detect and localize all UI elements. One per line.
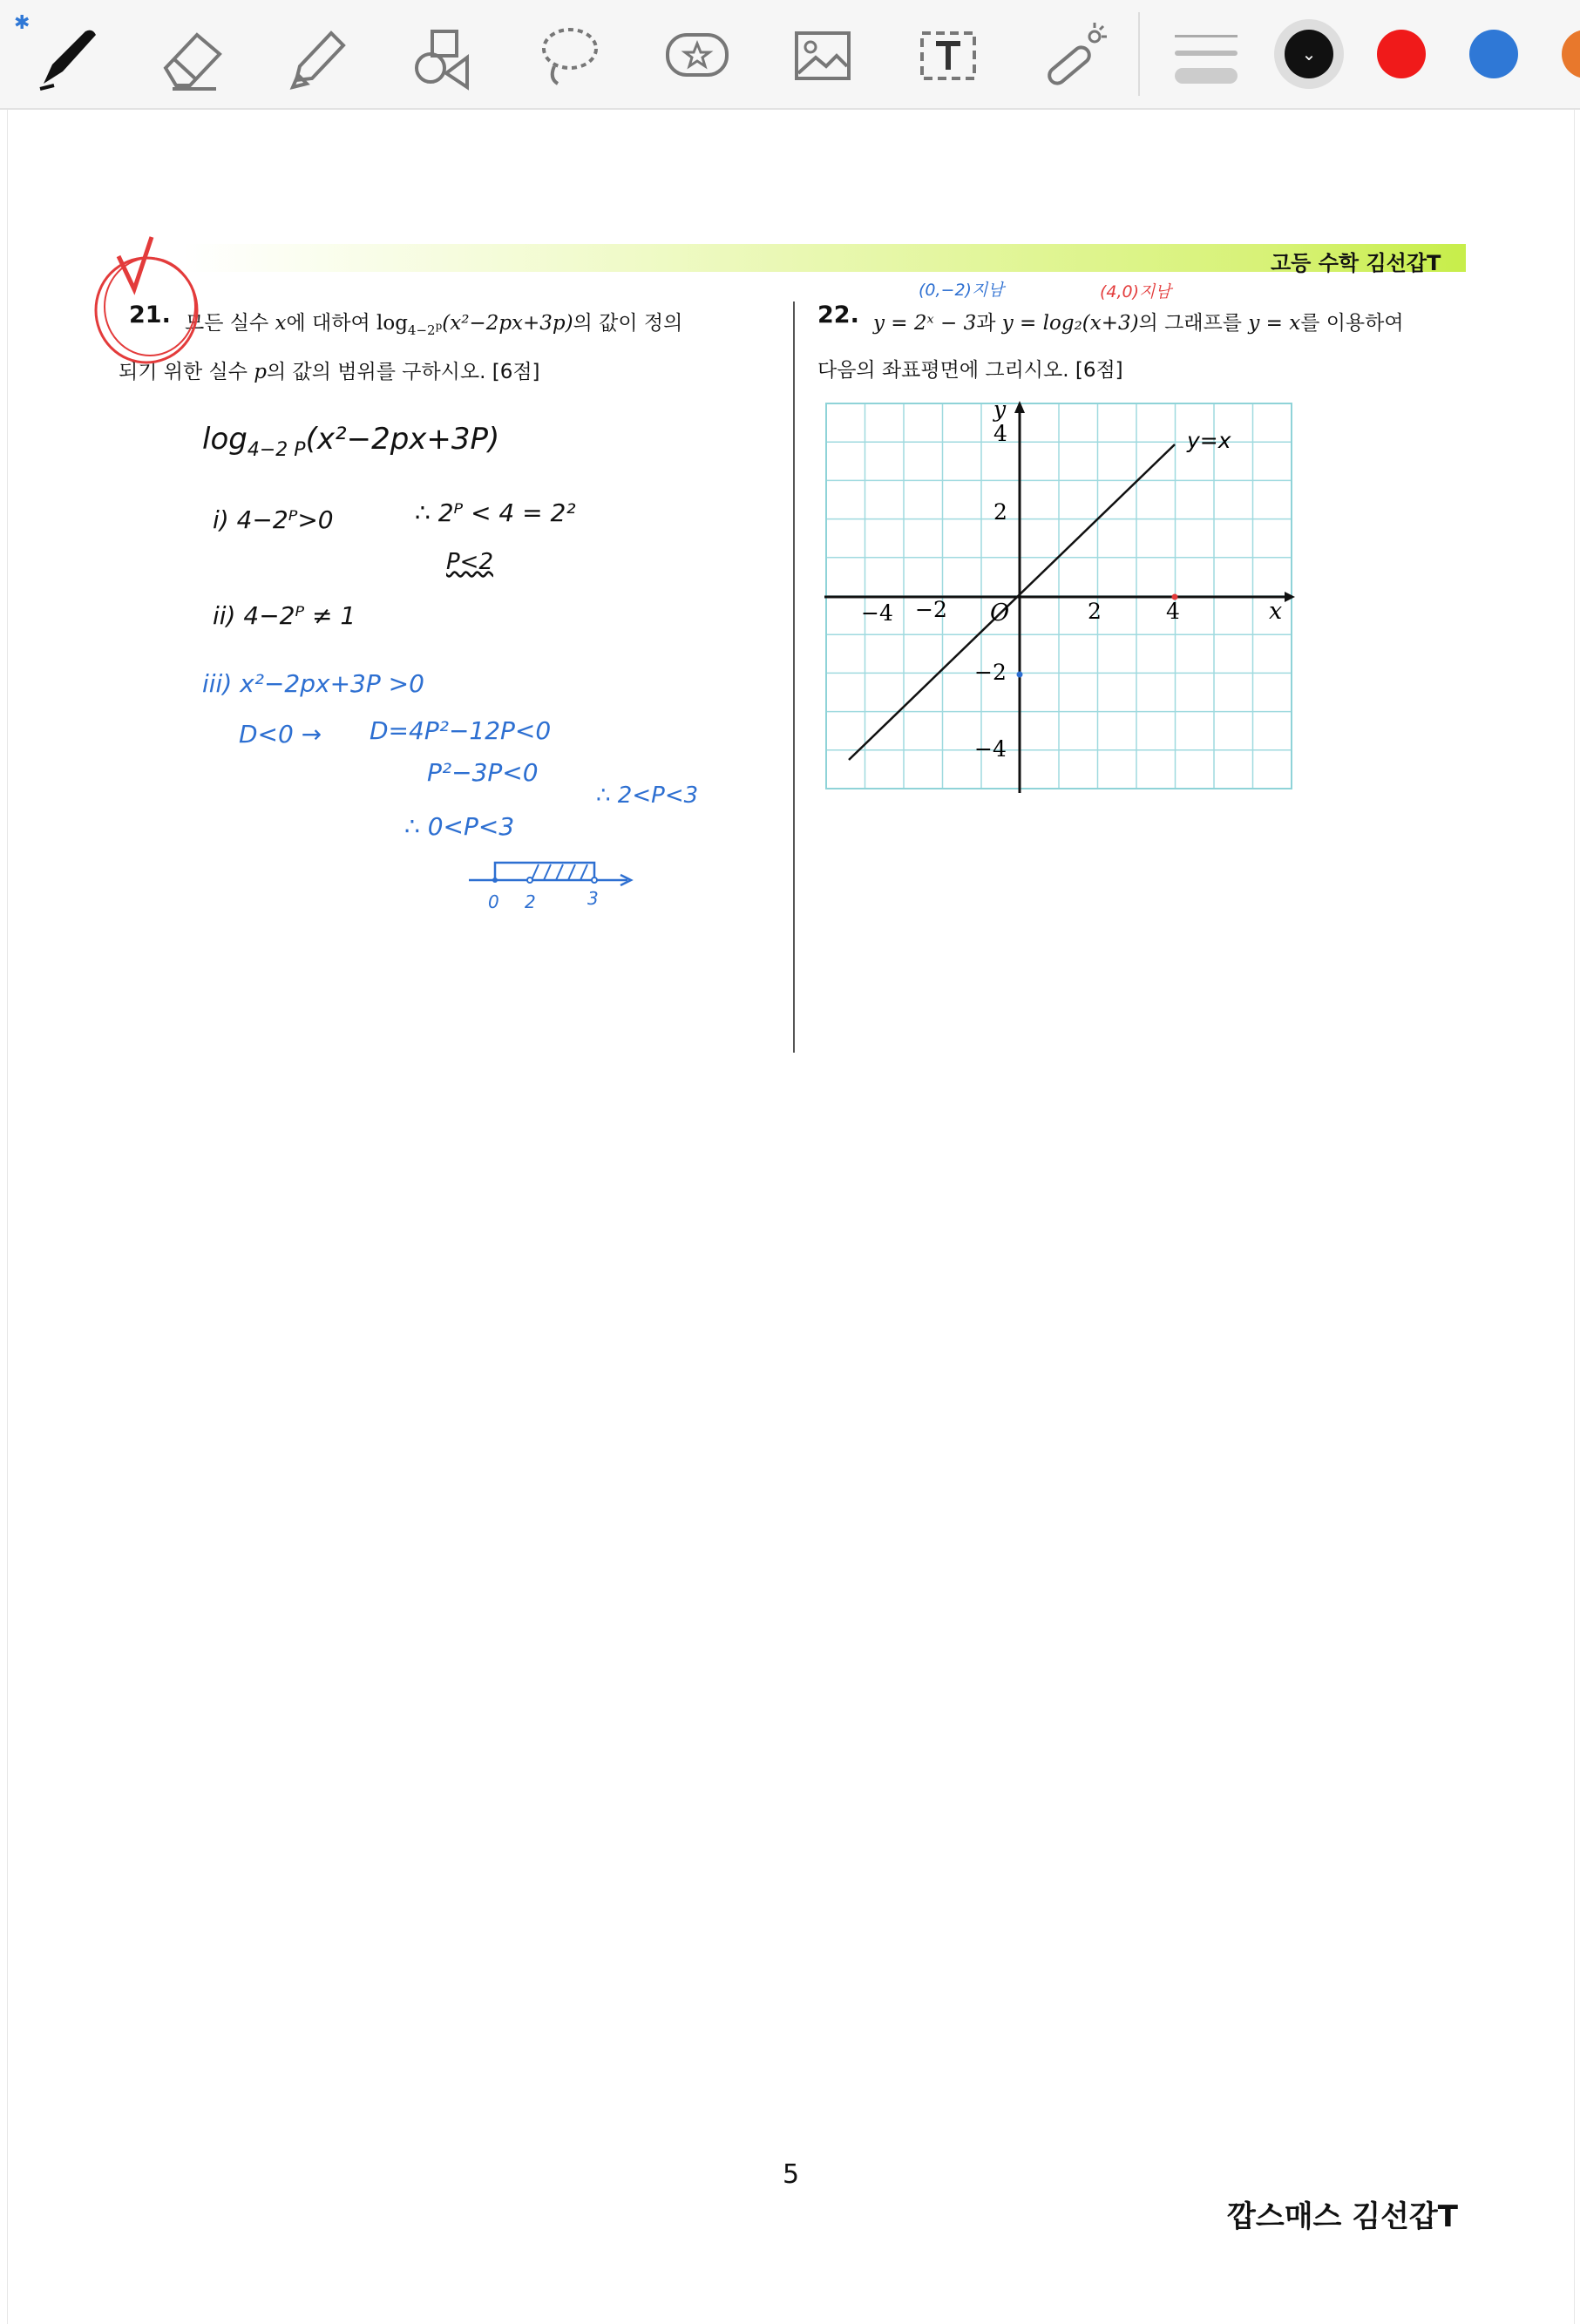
q22-eq-exp: y = 2ˣ − 3 <box>873 312 977 335</box>
q21-text: 에 대하여 <box>286 312 376 335</box>
q21-text: 모든 실수 <box>185 312 275 335</box>
work-cond-1-result: ∴ 2ᴾ < 4 = 2² <box>415 498 576 527</box>
q22-number: 22. <box>817 302 859 329</box>
image-icon[interactable] <box>779 12 866 99</box>
q22-note-blue: (0,−2)지남 <box>919 281 1004 300</box>
q22-line2: 다음의 좌표평면에 그리시오. [6점] <box>817 359 1123 382</box>
q21-log-base: 4−2 <box>407 322 436 338</box>
work-cond-3: iii) x²−2px+3P >0 <box>202 669 424 698</box>
q21-var-p: p <box>254 361 267 383</box>
line-y-equals-x <box>849 444 1175 760</box>
x-tick-label: 4 <box>1166 599 1180 624</box>
q22-line1 <box>873 307 1404 335</box>
lasso-icon[interactable] <box>525 12 612 99</box>
q22-text: 과 <box>976 312 996 335</box>
q21-log-base-exp: p <box>435 319 443 332</box>
eraser-icon[interactable] <box>148 12 235 99</box>
number-line-tick: 3 <box>587 888 599 909</box>
work-discriminant: D=4P²−12P<0 <box>370 716 552 745</box>
work-range: ∴ 0<P<3 <box>404 812 515 841</box>
number-line-tick: 2 <box>525 891 536 912</box>
q22-eq-log: y = log₂(x+3) <box>1001 312 1139 335</box>
q21-text: 의 값이 정의 <box>573 312 683 335</box>
q22-note-red: (4,0)지남 <box>1100 282 1171 302</box>
x-axis-label: x <box>1269 598 1283 625</box>
q21-text: 되기 위한 실수 <box>119 361 254 383</box>
page-number: 5 <box>783 2159 800 2190</box>
q21-log-arg: (x²−2px+3p) <box>442 312 573 335</box>
color-swatch-blue[interactable] <box>1469 30 1518 78</box>
work-discriminant-cond: D<0 → <box>239 720 322 749</box>
color-swatch-orange[interactable] <box>1562 30 1580 78</box>
number-line-tick: 0 <box>488 891 499 912</box>
y-tick-label: −2 <box>974 660 1007 685</box>
y-tick-label: −4 <box>974 736 1007 762</box>
color-swatch-red[interactable] <box>1377 30 1426 78</box>
work-inequality: P²−3P<0 <box>427 758 539 787</box>
q21-text: 의 값의 범위를 구하시오. [6점] <box>266 361 540 383</box>
bluetooth-icon: ✱ <box>14 12 31 34</box>
shapes-icon[interactable] <box>399 12 486 99</box>
red-check-annotation <box>84 230 214 369</box>
stroke-width-icon[interactable] <box>1175 26 1238 87</box>
work-text: P <box>294 438 306 461</box>
toolbar-divider <box>1138 12 1140 96</box>
origin-label: O <box>990 600 1010 627</box>
header-label: 고등 수학 김선갑T <box>1271 251 1441 275</box>
sticker-icon[interactable] <box>654 12 741 99</box>
y-axis-label: y <box>993 401 1007 422</box>
chevron-down-icon: ⌄ <box>1301 44 1317 64</box>
q21-log: log <box>376 312 408 335</box>
x-axis-arrow <box>1285 592 1295 602</box>
q21-line1 <box>185 307 682 338</box>
x-tick-label: −4 <box>861 600 893 626</box>
work-final-answer: ∴ 2<P<3 <box>596 783 699 809</box>
q21-var-x: x <box>275 312 287 335</box>
work-cond-2: ii) 4−2ᴾ ≠ 1 <box>213 601 356 630</box>
highlighter-icon[interactable] <box>274 12 361 99</box>
q22-text: 의 그래프를 <box>1138 312 1243 335</box>
work-cond-1-answer: P<2 <box>446 549 494 575</box>
work-text: 4−2 <box>247 438 288 461</box>
work-log-expr <box>202 422 499 461</box>
x-tick-label: 2 <box>1088 599 1102 624</box>
number-line-sketch <box>465 854 640 915</box>
q22-text: 를 이용하여 <box>1300 312 1404 335</box>
work-text: log <box>202 422 248 457</box>
toolbar <box>0 0 1580 110</box>
x-tick-label: −2 <box>915 597 947 622</box>
column-divider <box>793 302 795 1053</box>
point-0-neg2 <box>1017 672 1023 678</box>
line-label: y=x <box>1187 428 1231 453</box>
q22-eq-identity: y = x <box>1248 312 1301 335</box>
q21-number: 21. <box>129 302 171 329</box>
y-tick-label: 2 <box>993 499 1007 525</box>
pen-icon[interactable] <box>24 12 112 99</box>
y-tick-label: 4 <box>993 421 1007 446</box>
laser-pointer-icon[interactable] <box>1030 12 1117 99</box>
text-box-icon[interactable] <box>905 12 992 99</box>
work-cond-1: i) 4−2ᴾ>0 <box>213 505 334 534</box>
work-text: (x²−2px+3P) <box>305 422 500 457</box>
coordinate-grid[interactable] <box>824 401 1295 793</box>
footer-brand: 깝스매스 김선갑T <box>1227 2199 1458 2234</box>
